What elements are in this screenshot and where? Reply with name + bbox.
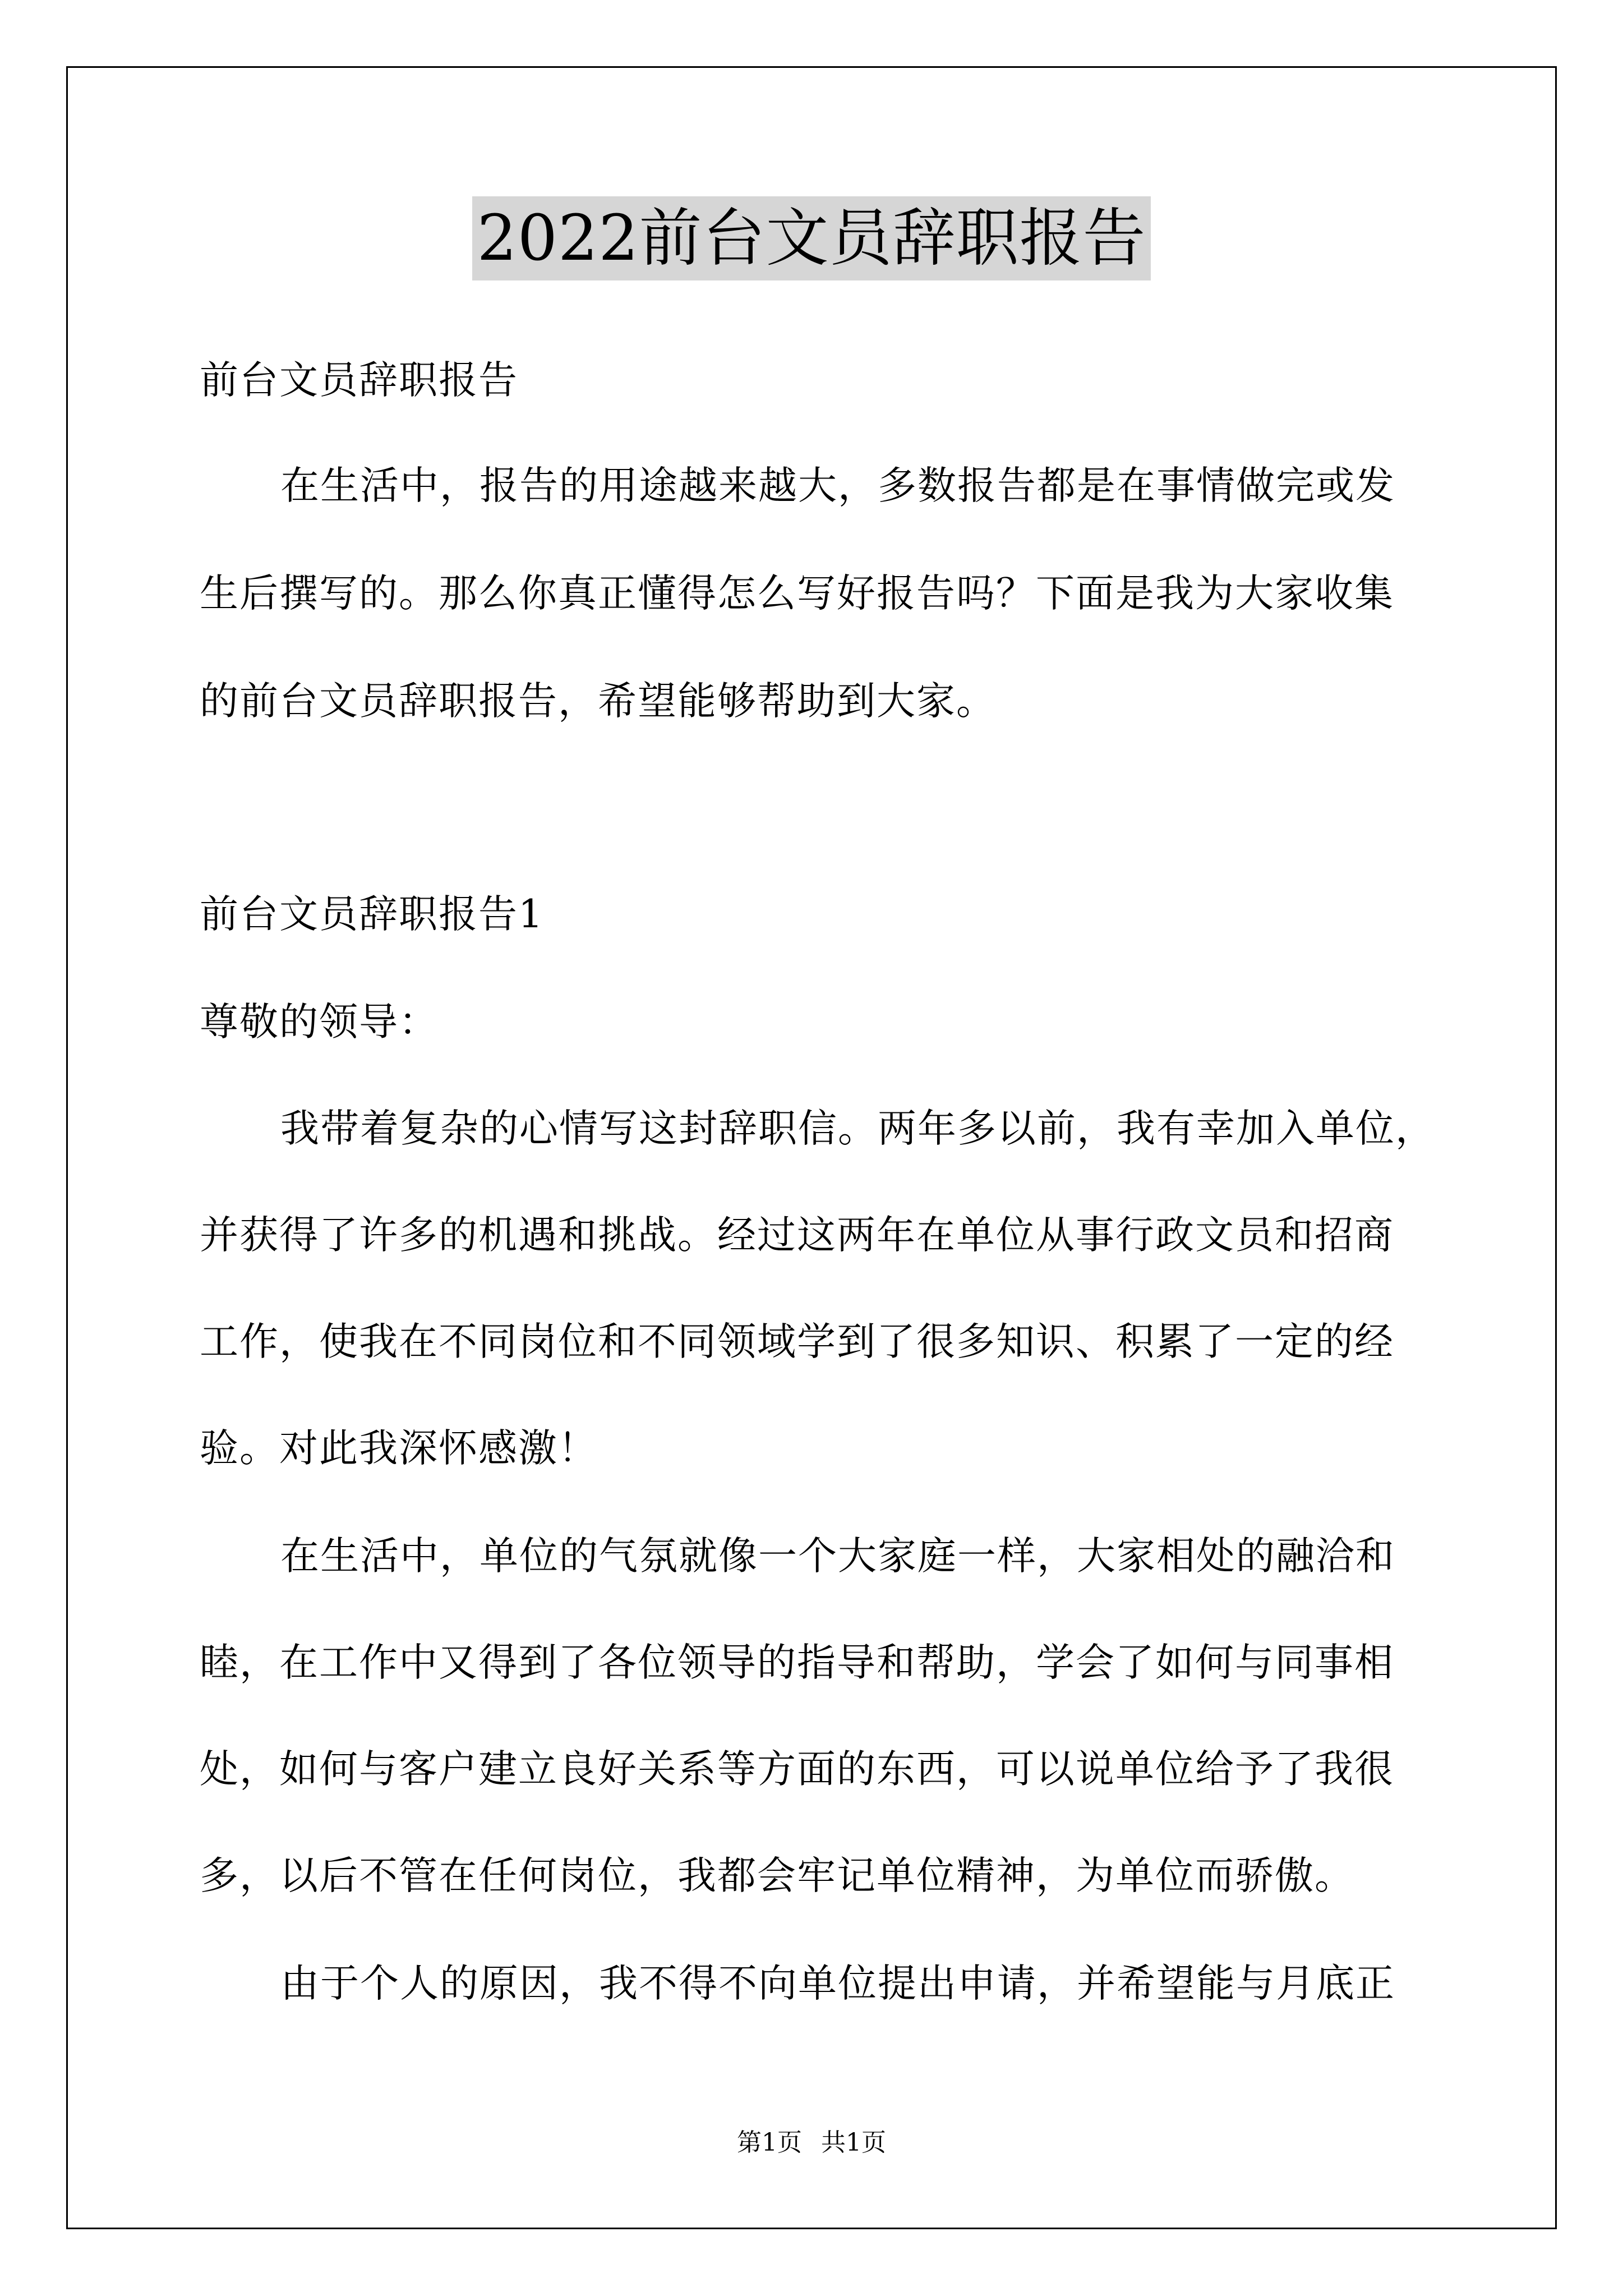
- paragraph-line: 睦，在工作中又得到了各位领导的指导和帮助，学会了如何与同事相: [200, 1640, 1394, 1685]
- page-footer: [0, 2126, 1623, 2160]
- paragraph-line: 在生活中，单位的气氛就像一个大家庭一样，大家相处的融洽和: [280, 1534, 1395, 1579]
- intro-line: 生后撰写的。那么你真正懂得怎么写好报告吗？下面是我为大家收集: [200, 571, 1394, 616]
- paragraph-line: 我带着复杂的心情写这封辞职信。两年多以前，我有幸加入单位，: [280, 1106, 1435, 1151]
- paragraph-line: 验。对此我深怀感激！: [200, 1426, 598, 1471]
- paragraph-line: 多，以后不管在任何岗位，我都会牢记单位精神，为单位而骄傲。: [200, 1853, 1354, 1898]
- paragraph-line: 并获得了许多的机遇和挑战。经过这两年在单位从事行政文员和招商: [200, 1213, 1394, 1258]
- intro-line: 的前台文员辞职报告，希望能够帮助到大家。: [200, 679, 996, 724]
- paragraph-line: 由于个人的原因，我不得不向单位提出申请，并希望能与月底正: [280, 1961, 1395, 2006]
- section-title: 前台文员辞职报告1: [200, 892, 544, 937]
- page-total: 共1页: [821, 2128, 886, 2157]
- title-container: [0, 196, 1623, 280]
- document-title: 2022前台文员辞职报告: [472, 196, 1150, 280]
- paragraph-line: 工作，使我在不同岗位和不同领域学到了很多知识、积累了一定的经: [200, 1319, 1394, 1364]
- intro-line: 在生活中，报告的用途越来越大，多数报告都是在事情做完或发: [280, 463, 1395, 508]
- paragraph-line: 处，如何与客户建立良好关系等方面的东西，可以说单位给予了我很: [200, 1747, 1394, 1792]
- page-number: 第1页: [737, 2128, 802, 2157]
- document-subtitle: 前台文员辞职报告: [200, 358, 518, 403]
- salutation: 尊敬的领导：: [200, 1000, 439, 1045]
